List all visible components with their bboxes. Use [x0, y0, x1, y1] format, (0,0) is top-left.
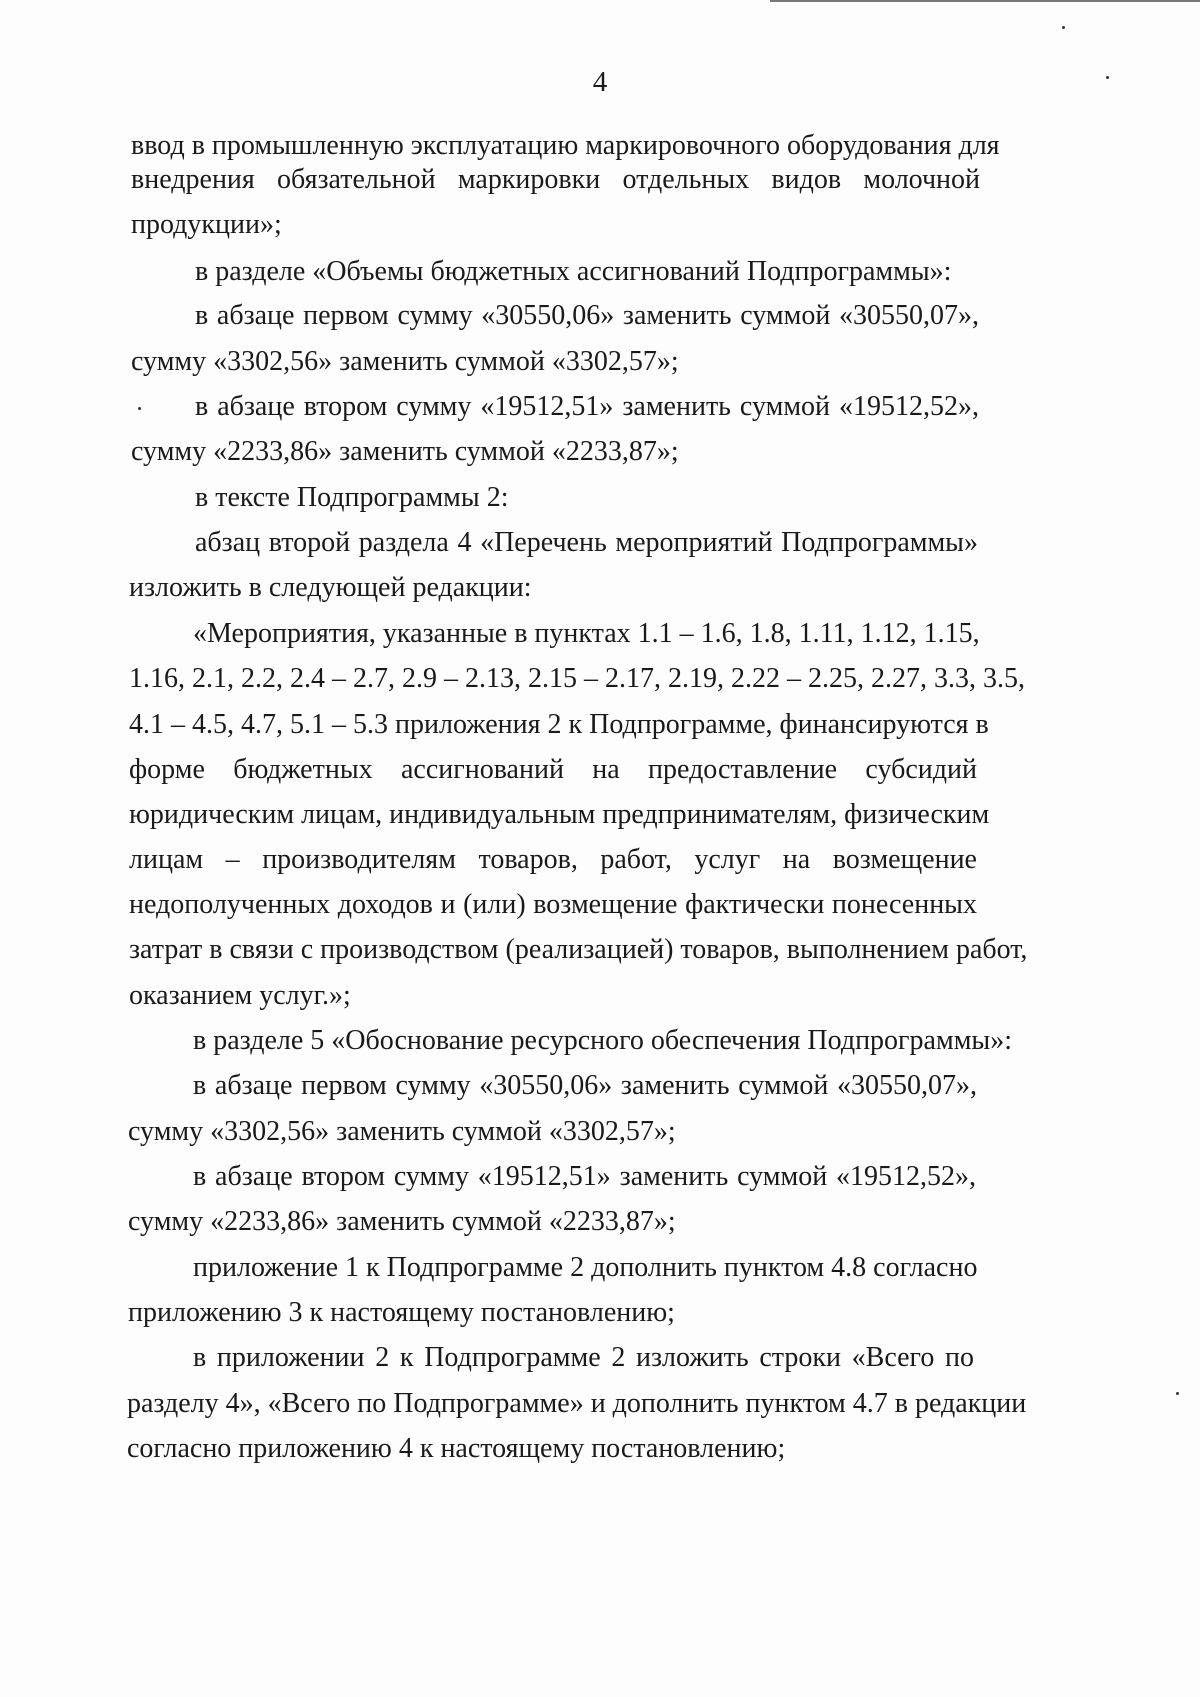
scan-edge-line [770, 0, 1200, 2]
text-line: оказанием услуг.»; [129, 980, 351, 1011]
text-line: затрат в связи с производством (реализацией) товаров, выполнением работ, [129, 934, 1028, 965]
text-line: разделу 4», «Всего по Подпрограмме» и дополнить пунктом 4.7 в редакции [127, 1388, 1027, 1419]
text-line: в тексте Подпрограммы 2: [195, 482, 509, 513]
text-line: в абзаце втором сумму «19512,51» заменить суммой «19512,52», [195, 391, 979, 422]
text-line: внедрения обязательной маркировки отдельных видов молочной [131, 164, 980, 195]
text-line: изложить в следующей редакции: [129, 572, 532, 603]
text-line: продукции»; [131, 209, 282, 240]
text-line: в разделе 5 «Обоснование ресурсного обеспечения Подпрограммы»: [193, 1025, 1012, 1056]
text-line: приложение 1 к Подпрограмме 2 дополнить пунктом 4.8 согласно [193, 1252, 978, 1283]
text-line: юридическим лицам, индивидуальным предпринимателям, физическим [129, 799, 990, 830]
text-line: 4.1 – 4.5, 4.7, 5.1 – 5.3 приложения 2 к Подпрограмме, финансируются в [129, 709, 989, 740]
text-line: согласно приложению 4 к настоящему постановлению; [127, 1433, 786, 1464]
scan-speck [138, 407, 141, 410]
text-line: в приложении 2 к Подпрограмме 2 изложить строки «Всего по [193, 1342, 974, 1373]
text-line: абзац второй раздела 4 «Перечень мероприятий Подпрограммы» [195, 527, 978, 558]
text-line: сумму «3302,56» заменить суммой «3302,57»; [128, 1116, 676, 1147]
text-line: лицам – производителям товаров, работ, услуг на возмещение [129, 844, 977, 875]
scan-speck [1106, 76, 1109, 79]
text-line: 1.16, 2.1, 2.2, 2.4 – 2.7, 2.9 – 2.13, 2.15 – 2.17, 2.19, 2.22 – 2.25, 2.27, 3.3, 3.5, [129, 663, 1025, 694]
text-line: в разделе «Объемы бюджетных ассигнований Подпрограммы»: [195, 256, 952, 287]
text-line: в абзаце втором сумму «19512,51» заменить суммой «19512,52», [193, 1161, 976, 1192]
text-line: ввод в промышленную эксплуатацию маркировочного оборудования для [131, 130, 1000, 161]
text-line: сумму «2233,86» заменить суммой «2233,87»; [131, 436, 679, 467]
page-number: 4 [592, 66, 608, 98]
text-line: в абзаце первом сумму «30550,06» заменить суммой «30550,07», [195, 300, 979, 331]
text-line: «Мероприятия, указанные в пунктах 1.1 – 1.6, 1.8, 1.11, 1.12, 1.15, [193, 618, 980, 649]
text-line: в абзаце первом сумму «30550,06» заменить суммой «30550,07», [193, 1070, 977, 1101]
scan-speck [1062, 26, 1065, 29]
text-line: форме бюджетных ассигнований на предоставление субсидий [129, 754, 977, 785]
text-line: сумму «2233,86» заменить суммой «2233,87»; [128, 1206, 676, 1237]
text-line: сумму «3302,56» заменить суммой «3302,57»; [131, 346, 679, 377]
text-line: недополученных доходов и (или) возмещение фактически понесенных [129, 889, 977, 920]
scan-speck [1176, 1392, 1179, 1395]
text-line: приложению 3 к настоящему постановлению; [128, 1297, 675, 1328]
